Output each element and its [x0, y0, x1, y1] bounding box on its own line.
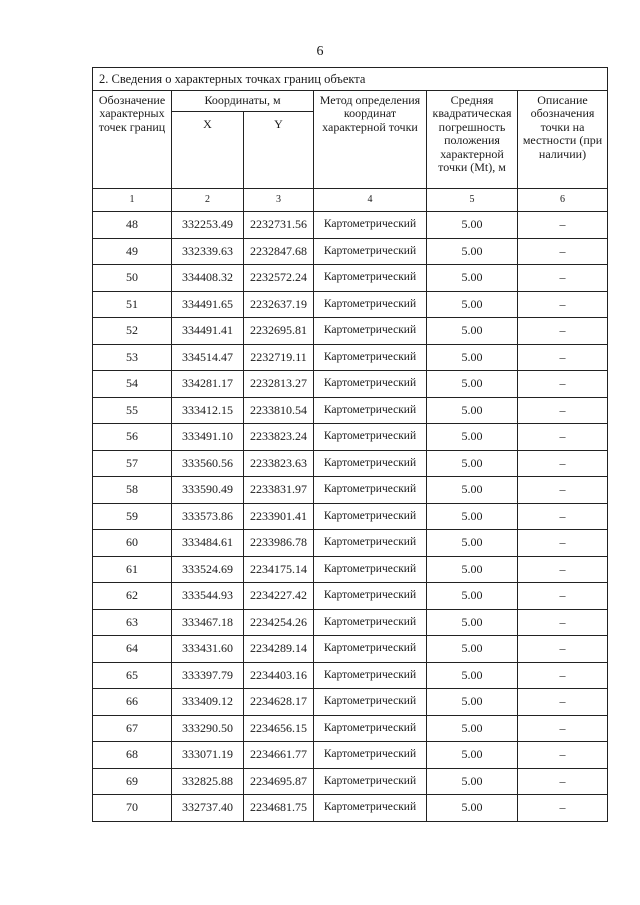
column-number: 4 — [314, 189, 427, 212]
error-cell: 5.00 — [427, 662, 518, 689]
error-cell: 5.00 — [427, 795, 518, 822]
description-cell: – — [518, 583, 608, 610]
point-number-cell: 49 — [93, 238, 172, 265]
coord-x-cell: 333573.86 — [172, 503, 244, 530]
coord-y-cell: 2234695.87 — [244, 768, 314, 795]
method-cell: Картометрический — [314, 636, 427, 663]
table-row — [93, 265, 608, 292]
error-cell: 5.00 — [427, 397, 518, 424]
error-cell: 5.00 — [427, 503, 518, 530]
table-row — [93, 583, 608, 610]
error-cell: 5.00 — [427, 450, 518, 477]
column-number: 3 — [244, 189, 314, 212]
table-row — [93, 689, 608, 716]
point-number-cell: 64 — [93, 636, 172, 663]
method-cell: Картометрический — [314, 265, 427, 292]
method-cell: Картометрический — [314, 768, 427, 795]
method-cell: Картометрический — [314, 318, 427, 345]
method-cell: Картометрический — [314, 583, 427, 610]
error-cell: 5.00 — [427, 689, 518, 716]
coord-y-cell: 2234661.77 — [244, 742, 314, 769]
header-error: Средняя квадратическая погрешность положения характерной точки (Mt), м — [427, 91, 518, 189]
error-cell: 5.00 — [427, 636, 518, 663]
description-cell: – — [518, 477, 608, 504]
table-row — [93, 344, 608, 371]
method-cell: Картометрический — [314, 477, 427, 504]
point-number-cell: 62 — [93, 583, 172, 610]
coord-x-cell: 332339.63 — [172, 238, 244, 265]
description-cell: – — [518, 291, 608, 318]
coord-x-cell: 333397.79 — [172, 662, 244, 689]
coord-y-cell: 2234628.17 — [244, 689, 314, 716]
header-row — [93, 91, 608, 112]
description-cell: – — [518, 530, 608, 557]
description-cell: – — [518, 265, 608, 292]
coord-x-cell: 333290.50 — [172, 715, 244, 742]
coord-y-cell: 2233810.54 — [244, 397, 314, 424]
description-cell: – — [518, 397, 608, 424]
error-cell: 5.00 — [427, 371, 518, 398]
point-number-cell: 56 — [93, 424, 172, 451]
error-cell: 5.00 — [427, 344, 518, 371]
description-cell: – — [518, 742, 608, 769]
error-cell: 5.00 — [427, 424, 518, 451]
header-description: Описание обозначения точки на местности (при наличии) — [518, 91, 608, 189]
method-cell: Картометрический — [314, 397, 427, 424]
error-cell: 5.00 — [427, 212, 518, 239]
coord-x-cell: 333590.49 — [172, 477, 244, 504]
coord-y-cell: 2233901.41 — [244, 503, 314, 530]
table-row — [93, 291, 608, 318]
point-number-cell: 66 — [93, 689, 172, 716]
method-cell: Картометрический — [314, 503, 427, 530]
coord-x-cell: 334514.47 — [172, 344, 244, 371]
table-row — [93, 397, 608, 424]
description-cell: – — [518, 344, 608, 371]
coord-y-cell: 2234403.16 — [244, 662, 314, 689]
error-cell: 5.00 — [427, 556, 518, 583]
description-cell: – — [518, 371, 608, 398]
table-row — [93, 768, 608, 795]
error-cell: 5.00 — [427, 583, 518, 610]
column-number: 5 — [427, 189, 518, 212]
table-row — [93, 530, 608, 557]
description-cell: – — [518, 424, 608, 451]
point-number-cell: 57 — [93, 450, 172, 477]
point-number-cell: 53 — [93, 344, 172, 371]
method-cell: Картометрический — [314, 291, 427, 318]
coord-x-cell: 333071.19 — [172, 742, 244, 769]
section-title-row — [93, 68, 608, 91]
coord-x-cell: 334281.17 — [172, 371, 244, 398]
method-cell: Картометрический — [314, 609, 427, 636]
coord-y-cell: 2232637.19 — [244, 291, 314, 318]
table-row — [93, 371, 608, 398]
coord-y-cell: 2234681.75 — [244, 795, 314, 822]
column-number: 2 — [172, 189, 244, 212]
coord-x-cell: 333467.18 — [172, 609, 244, 636]
coord-x-cell: 332253.49 — [172, 212, 244, 239]
coord-x-cell: 333560.56 — [172, 450, 244, 477]
point-number-cell: 59 — [93, 503, 172, 530]
section-title: 2. Сведения о характерных точках границ объекта — [93, 68, 608, 91]
coord-x-cell: 333544.93 — [172, 583, 244, 610]
table-row — [93, 318, 608, 345]
table-row — [93, 424, 608, 451]
description-cell: – — [518, 689, 608, 716]
coord-x-cell: 333484.61 — [172, 530, 244, 557]
method-cell: Картометрический — [314, 556, 427, 583]
table-row — [93, 450, 608, 477]
table-row — [93, 477, 608, 504]
point-number-cell: 55 — [93, 397, 172, 424]
coord-y-cell: 2233823.63 — [244, 450, 314, 477]
coord-x-cell: 333524.69 — [172, 556, 244, 583]
error-cell: 5.00 — [427, 291, 518, 318]
point-number-cell: 65 — [93, 662, 172, 689]
description-cell: – — [518, 212, 608, 239]
method-cell: Картометрический — [314, 212, 427, 239]
header-x: X — [172, 112, 244, 189]
description-cell: – — [518, 503, 608, 530]
coord-x-cell: 332825.88 — [172, 768, 244, 795]
coord-x-cell: 333491.10 — [172, 424, 244, 451]
error-cell: 5.00 — [427, 477, 518, 504]
description-cell: – — [518, 768, 608, 795]
coord-y-cell: 2232813.27 — [244, 371, 314, 398]
table-row — [93, 795, 608, 822]
description-cell: – — [518, 609, 608, 636]
coord-y-cell: 2232572.24 — [244, 265, 314, 292]
point-number-cell: 70 — [93, 795, 172, 822]
coord-x-cell: 334408.32 — [172, 265, 244, 292]
point-number-cell: 51 — [93, 291, 172, 318]
description-cell: – — [518, 715, 608, 742]
point-number-cell: 48 — [93, 212, 172, 239]
error-cell: 5.00 — [427, 609, 518, 636]
coord-y-cell: 2232695.81 — [244, 318, 314, 345]
coord-y-cell: 2232731.56 — [244, 212, 314, 239]
header-coordinates: Координаты, м — [172, 91, 314, 112]
method-cell: Картометрический — [314, 742, 427, 769]
header-y: Y — [244, 112, 314, 189]
description-cell: – — [518, 795, 608, 822]
description-cell: – — [518, 450, 608, 477]
coord-y-cell: 2232719.11 — [244, 344, 314, 371]
description-cell: – — [518, 662, 608, 689]
error-cell: 5.00 — [427, 530, 518, 557]
coord-y-cell: 2234656.15 — [244, 715, 314, 742]
coord-y-cell: 2233831.97 — [244, 477, 314, 504]
method-cell: Картометрический — [314, 662, 427, 689]
description-cell: – — [518, 238, 608, 265]
header-point-designation: Обозначение характерных точек границ — [93, 91, 172, 189]
point-number-cell: 69 — [93, 768, 172, 795]
point-number-cell: 63 — [93, 609, 172, 636]
coord-y-cell: 2234254.26 — [244, 609, 314, 636]
coord-x-cell: 333409.12 — [172, 689, 244, 716]
table-row — [93, 556, 608, 583]
method-cell: Картометрический — [314, 238, 427, 265]
point-number-cell: 54 — [93, 371, 172, 398]
point-number-cell: 52 — [93, 318, 172, 345]
method-cell: Картометрический — [314, 450, 427, 477]
error-cell: 5.00 — [427, 318, 518, 345]
column-number: 6 — [518, 189, 608, 212]
description-cell: – — [518, 318, 608, 345]
table-row — [93, 715, 608, 742]
coord-y-cell: 2233986.78 — [244, 530, 314, 557]
method-cell: Картометрический — [314, 715, 427, 742]
point-number-cell: 58 — [93, 477, 172, 504]
boundary-points-table — [92, 67, 608, 822]
table-row — [93, 609, 608, 636]
coord-x-cell: 332737.40 — [172, 795, 244, 822]
description-cell: – — [518, 636, 608, 663]
table-row — [93, 636, 608, 663]
point-number-cell: 67 — [93, 715, 172, 742]
error-cell: 5.00 — [427, 265, 518, 292]
point-number-cell: 50 — [93, 265, 172, 292]
column-number: 1 — [93, 189, 172, 212]
error-cell: 5.00 — [427, 238, 518, 265]
method-cell: Картометрический — [314, 424, 427, 451]
header-method: Метод определения координат характерной точки — [314, 91, 427, 189]
method-cell: Картометрический — [314, 689, 427, 716]
table-row — [93, 238, 608, 265]
error-cell: 5.00 — [427, 715, 518, 742]
point-number-cell: 61 — [93, 556, 172, 583]
coord-x-cell: 333412.15 — [172, 397, 244, 424]
coord-y-cell: 2233823.24 — [244, 424, 314, 451]
table-row — [93, 503, 608, 530]
table-row — [93, 742, 608, 769]
coord-x-cell: 333431.60 — [172, 636, 244, 663]
page-number: 6 — [316, 44, 324, 59]
table-row — [93, 662, 608, 689]
method-cell: Картометрический — [314, 530, 427, 557]
table-row — [93, 212, 608, 239]
error-cell: 5.00 — [427, 768, 518, 795]
coord-y-cell: 2234227.42 — [244, 583, 314, 610]
column-number-row — [93, 189, 608, 212]
coord-x-cell: 334491.41 — [172, 318, 244, 345]
method-cell: Картометрический — [314, 795, 427, 822]
point-number-cell: 68 — [93, 742, 172, 769]
coord-y-cell: 2234289.14 — [244, 636, 314, 663]
method-cell: Картометрический — [314, 344, 427, 371]
coord-x-cell: 334491.65 — [172, 291, 244, 318]
method-cell: Картометрический — [314, 371, 427, 398]
description-cell: – — [518, 556, 608, 583]
coord-y-cell: 2234175.14 — [244, 556, 314, 583]
error-cell: 5.00 — [427, 742, 518, 769]
coord-y-cell: 2232847.68 — [244, 238, 314, 265]
point-number-cell: 60 — [93, 530, 172, 557]
